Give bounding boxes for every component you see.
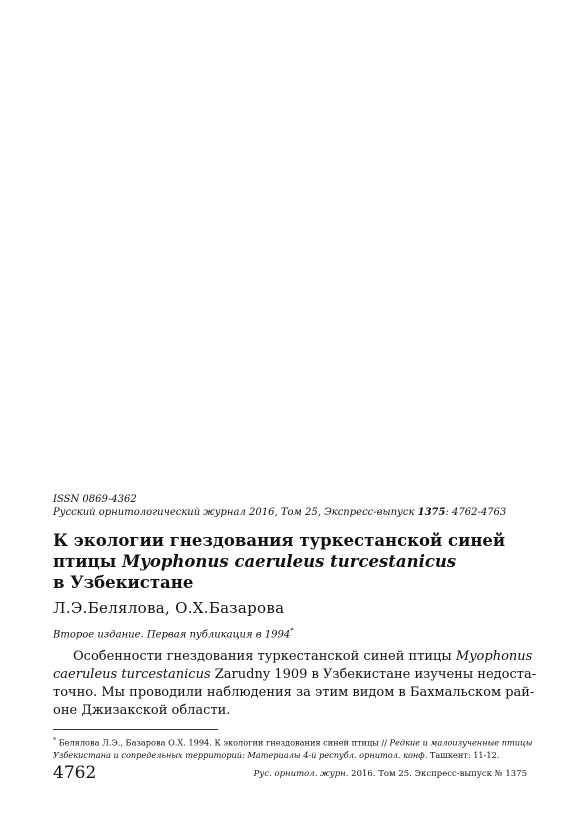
- footnote-divider: [53, 729, 218, 730]
- title-line-3: в Узбекистане: [53, 573, 194, 592]
- authors: Л.Э.Белялова, О.Х.Базарова: [53, 599, 285, 617]
- issn: ISSN 0869-4362: [53, 494, 137, 505]
- edition-note: [53, 624, 294, 642]
- journal-citation: [53, 506, 506, 520]
- title-line-2: [53, 551, 533, 572]
- footnote: [53, 735, 531, 761]
- footnote-text-plain: Белялова Л.Э., Базарова О.Х. 1994. К экологии гнездования синей птицы //: [56, 737, 390, 748]
- footnote-line-1: [53, 735, 531, 749]
- title-line-1: К экологии гнездования туркестанской синей: [53, 531, 506, 550]
- footnote-marker: *: [290, 627, 294, 635]
- species-name: Myophonus caeruleus turcestanicus: [122, 552, 457, 571]
- body-line-1: [53, 648, 533, 666]
- body-text-plain: Особенности гнездования туркестанской синей птицы: [73, 649, 456, 664]
- body-paragraph: [53, 648, 537, 720]
- footnote-text-italic: Узбекистана и сопредельных территорий: Материалы 4-й республ. орнитол. конф.: [53, 749, 428, 760]
- article-title: [53, 530, 533, 593]
- edition-text: Второе издание. Первая публикация в 1994: [53, 629, 291, 641]
- footnote-text-plain: Ташкент: 11-12.: [427, 749, 500, 760]
- journal-name: Русский орнитологический журнал 2016, Том 25, Экспресс-выпуск: [53, 507, 418, 518]
- body-text-plain: Zarudny 1909 в Узбекистане изучены недоста-: [210, 667, 537, 682]
- page-number: 4762: [53, 763, 97, 783]
- running-footer: [254, 768, 527, 780]
- body-line-2: [53, 666, 537, 684]
- body-text-italic: Myophonus: [455, 649, 533, 664]
- running-issue: 2016. Том 25. Экспресс-выпуск № 1375: [348, 769, 527, 779]
- footnote-text-italic: Редкие и малоизученные птицы: [389, 737, 533, 748]
- body-line-4: оне Джизакской области.: [53, 703, 231, 718]
- running-journal: Рус. орнитол. журн.: [253, 769, 349, 779]
- footnote-mark: *: [53, 737, 56, 744]
- title-text: птицы: [53, 552, 123, 571]
- body-line-3: точно. Мы проводили наблюдения за этим видом в Бахмальском рай-: [53, 685, 535, 700]
- footnote-line-2: [53, 749, 531, 761]
- issue-number: 1375: [417, 507, 446, 518]
- page-range: : 4762-4763: [445, 507, 507, 518]
- body-text-italic: caeruleus turcestanicus: [53, 667, 211, 682]
